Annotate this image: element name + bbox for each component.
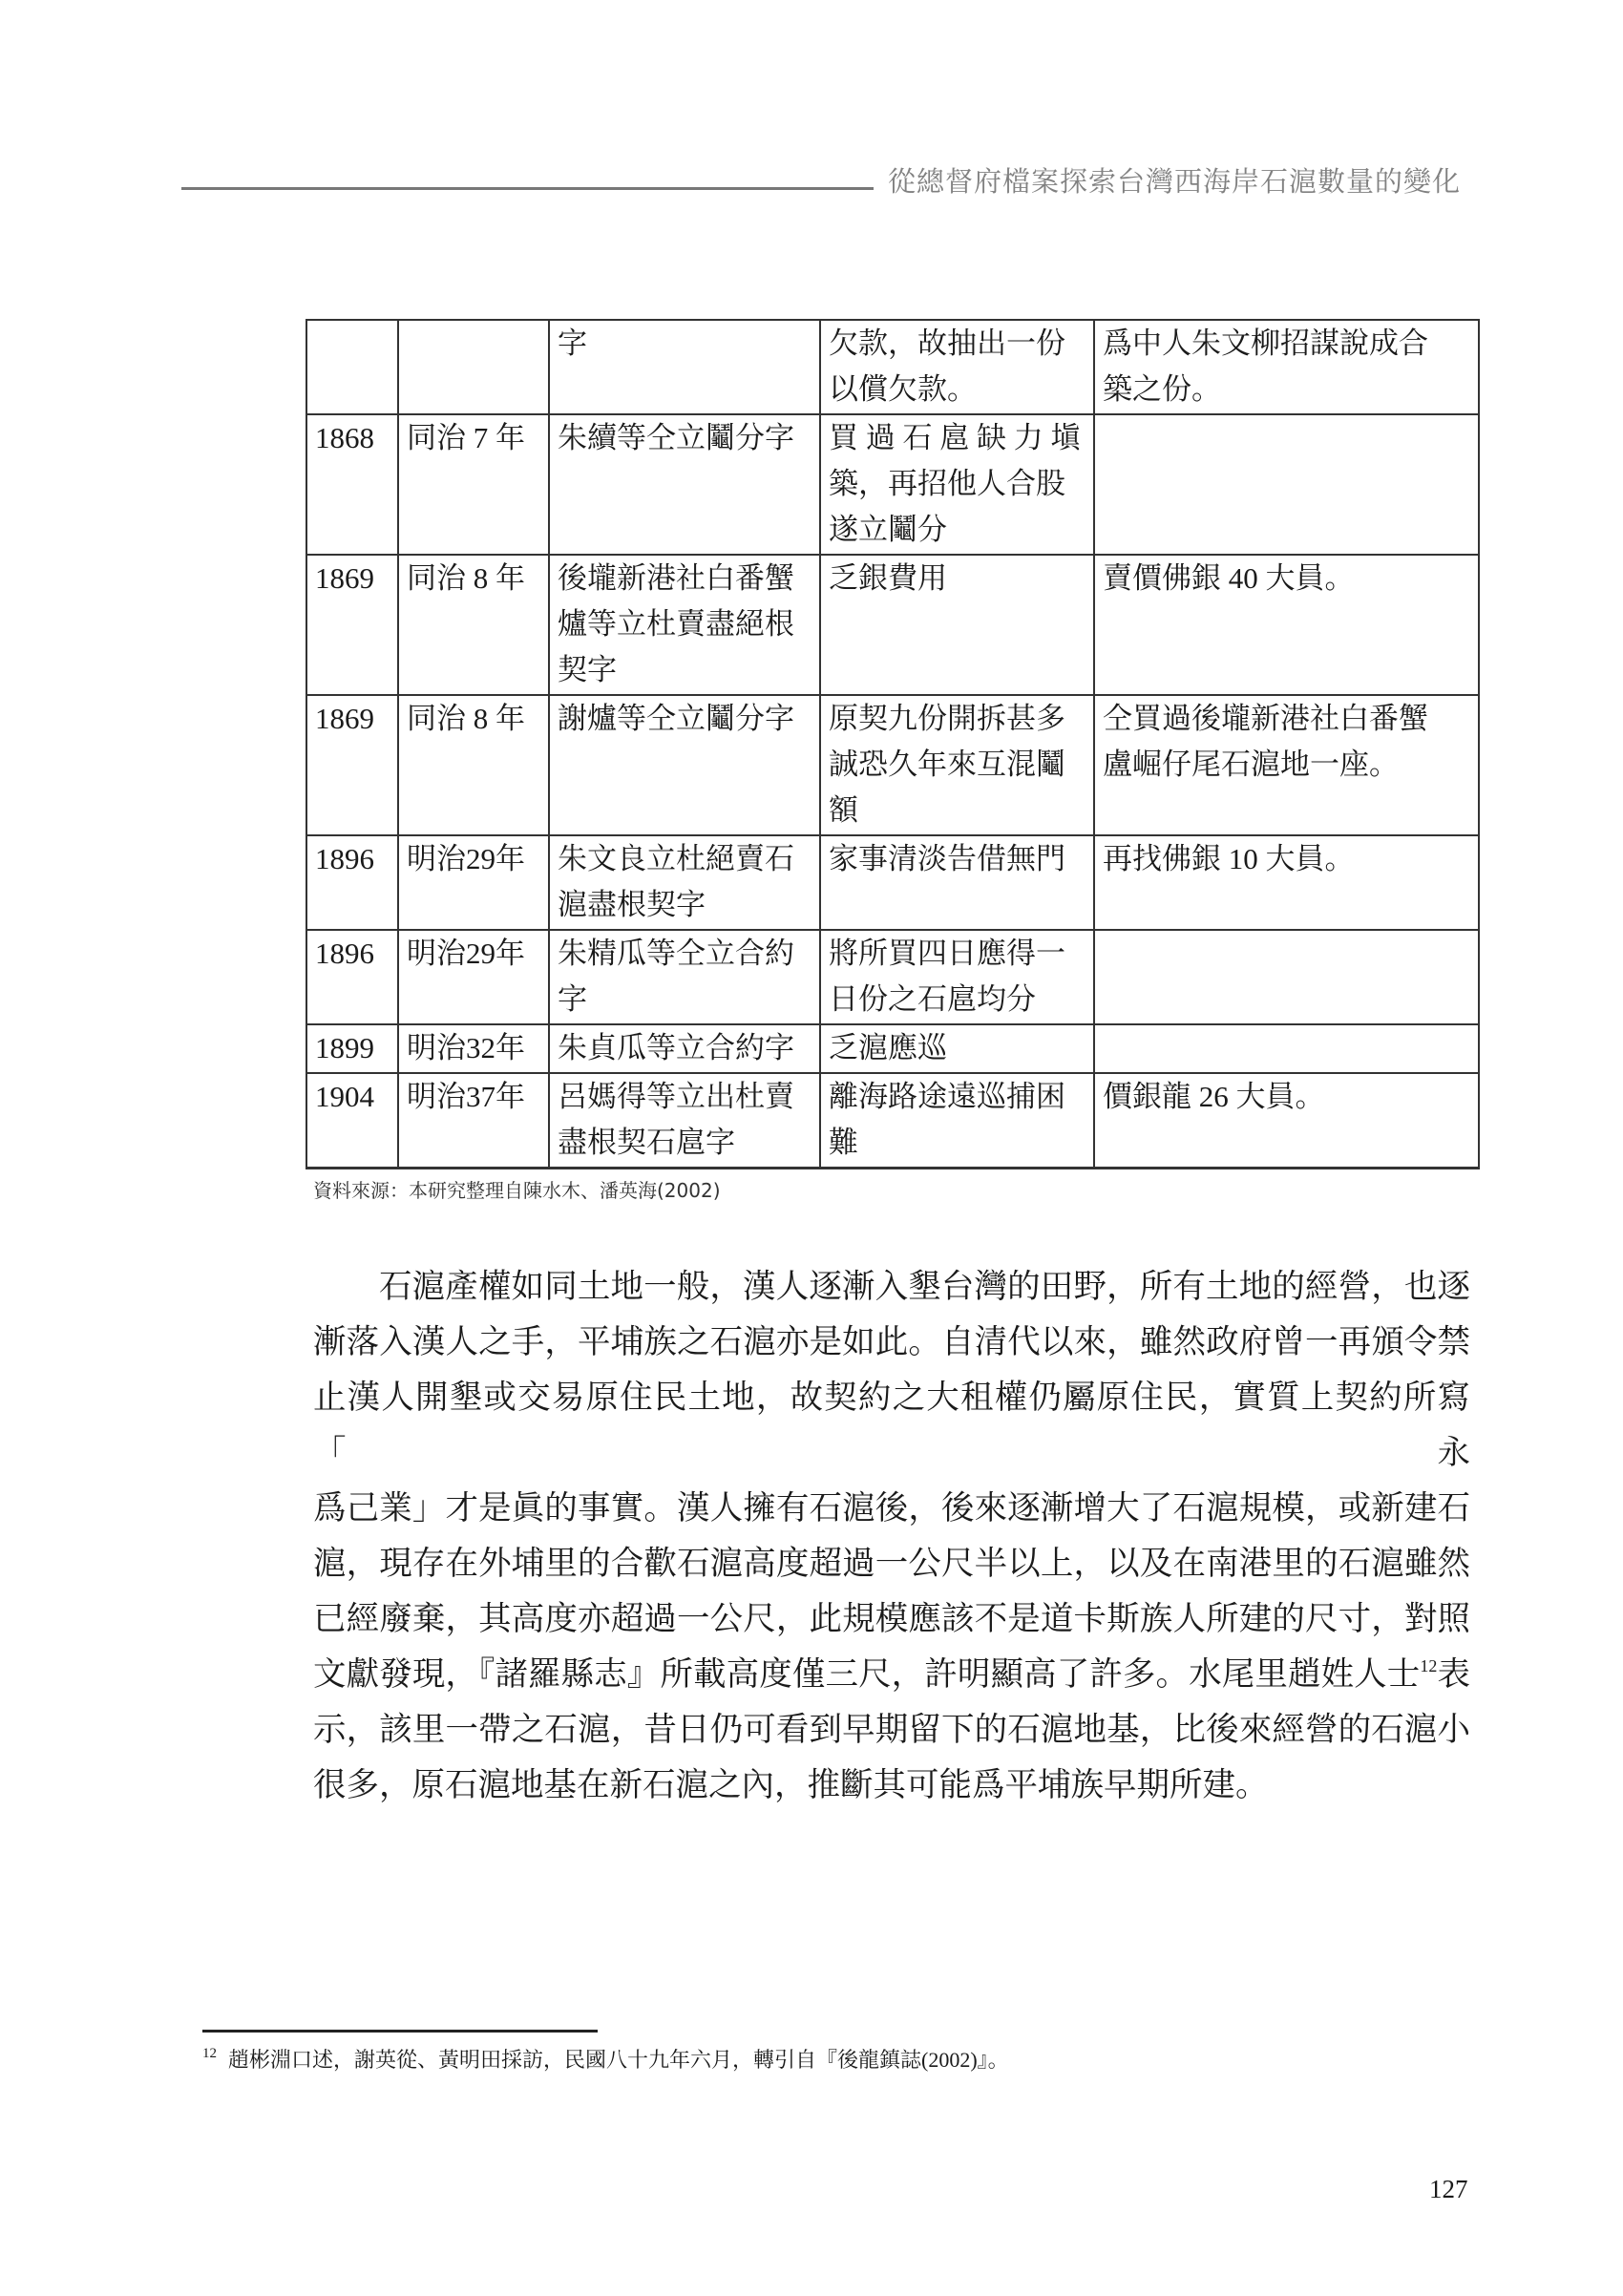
- cell-year: [306, 320, 398, 414]
- cell-reason: 乏滬應巡: [820, 1024, 1094, 1073]
- cell-remarks: 再找佛銀 10 大員。: [1094, 835, 1479, 930]
- cell-year: 1896: [306, 930, 398, 1024]
- cell-year: 1869: [306, 555, 398, 695]
- table-row: [306, 1024, 1479, 1073]
- paragraph-line: 已經廢棄，其高度亦超過一公尺，此規模應該不是道卡斯族人所建的尺寸，對照: [313, 1601, 1470, 1637]
- cell-year: 1899: [306, 1024, 398, 1073]
- cell-remarks: 仝買過後壠新港社白番蟹 盧崛仔尾石滬地一座。: [1094, 695, 1479, 835]
- cell-reason: 原契九份開拆甚多 誠恐久年來互混鬮 額: [820, 695, 1094, 835]
- cell-document: 呂媽得等立出杜賣 盡根契石扈字: [549, 1073, 820, 1169]
- cell-remarks: 爲中人朱文柳招謀說成合 築之份。: [1094, 320, 1479, 414]
- paragraph-line: 示，該里一帶之石滬，昔日仍可看到早期留下的石滬地基，比後來經營的石滬小: [313, 1712, 1470, 1748]
- cell-remarks: 價銀龍 26 大員。: [1094, 1073, 1479, 1169]
- footnote-text: 趙彬淵口述，謝英從、黃明田採訪，民國八十九年六月，轉引自『後龍鎮誌(2002)』。: [228, 2048, 1009, 2072]
- paragraph-line: 漸落入漢人之手，平埔族之石滬亦是如此。自清代以來，雖然政府曾一再頒令禁: [313, 1324, 1470, 1360]
- table-row: [306, 414, 1479, 555]
- cell-remarks: [1094, 414, 1479, 555]
- page-number: 127: [1429, 2175, 1468, 2203]
- cell-reason: 離海路途遠巡捕困 難: [820, 1073, 1094, 1169]
- cell-year: 1904: [306, 1073, 398, 1169]
- cell-reason: 家事清淡告借無門: [820, 835, 1094, 930]
- contracts-table: [306, 319, 1480, 1169]
- cell-reason: 乏銀費用: [820, 555, 1094, 695]
- footnote-ref[interactable]: 12: [1420, 1656, 1438, 1675]
- cell-era: 同治 8 年: [398, 695, 549, 835]
- footnote: [202, 2046, 1472, 2075]
- paragraph-line: 滬，現存在外埔里的合歡石滬高度超過一公尺半以上，以及在南港里的石滬雖然: [313, 1546, 1470, 1582]
- line-text: 表: [1437, 1656, 1470, 1693]
- cell-era: 明治29年: [398, 835, 549, 930]
- paragraph-line: 石滬產權如同土地一般，漢人逐漸入墾台灣的田野，所有土地的經營，也逐: [379, 1269, 1470, 1305]
- cell-reason: 將所買四日應得一 日份之石扈均分: [820, 930, 1094, 1024]
- footnote-rule: [202, 2030, 598, 2033]
- running-header-title: 從總督府檔案探索台灣西海岸石滬數量的變化: [887, 165, 1461, 198]
- cell-reason: 買 過 石 扈 缺 力 塡 築，再招他人合股 遂立鬮分: [820, 414, 1094, 555]
- cell-document: 朱文良立杜絕賣石 滬盡根契字: [549, 835, 820, 930]
- cell-document: 朱續等仝立鬮分字: [549, 414, 820, 555]
- cell-document: 朱貞瓜等立合約字: [549, 1024, 820, 1073]
- table-row: [306, 695, 1479, 835]
- cell-era: 明治29年: [398, 930, 549, 1024]
- cell-document: 字: [549, 320, 820, 414]
- cell-remarks: [1094, 1024, 1479, 1073]
- table-row: [306, 1073, 1479, 1169]
- paragraph-line: 爲己業」才是眞的事實。漢人擁有石滬後，後來逐漸增大了石滬規模，或新建石: [313, 1490, 1470, 1527]
- table-row: [306, 555, 1479, 695]
- header-rule: [181, 187, 874, 190]
- cell-remarks: [1094, 930, 1479, 1024]
- line-text: 文獻發現，『諸羅縣志』所載高度僅三尺，許明顯高了許多。水尾里趙姓人士: [313, 1656, 1421, 1693]
- cell-era: 同治 7 年: [398, 414, 549, 555]
- cell-era: 同治 8 年: [398, 555, 549, 695]
- cell-document: 謝爐等仝立鬮分字: [549, 695, 820, 835]
- paragraph-line: [313, 1647, 1470, 1702]
- table-row: [306, 320, 1479, 414]
- paragraph-line: 止漢人開墾或交易原住民土地，故契約之大租權仍屬原住民，實質上契約所寫「永: [313, 1380, 1470, 1471]
- cell-year: 1869: [306, 695, 398, 835]
- paragraph-line: 很多，原石滬地基在新石滬之內，推斷其可能爲平埔族早期所建。: [313, 1767, 1269, 1803]
- cell-era: 明治32年: [398, 1024, 549, 1073]
- table-row: [306, 835, 1479, 930]
- cell-year: 1868: [306, 414, 398, 555]
- cell-document: 朱精瓜等仝立合約 字: [549, 930, 820, 1024]
- cell-era: 明治37年: [398, 1073, 549, 1169]
- cell-year: 1896: [306, 835, 398, 930]
- cell-reason: 欠款，故抽出一份 以償欠款。: [820, 320, 1094, 414]
- cell-remarks: 賣價佛銀 40 大員。: [1094, 555, 1479, 695]
- main-content: [306, 319, 1478, 1813]
- cell-era: [398, 320, 549, 414]
- cell-document: 後壠新港社白番蟹 爐等立杜賣盡絕根 契字: [549, 555, 820, 695]
- body-paragraph: [313, 1259, 1470, 1813]
- table-source-note: 資料來源：本研究整理自陳水木、潘英海(2002): [313, 1179, 721, 1202]
- footnote-number: 12: [202, 2046, 217, 2061]
- table-row: [306, 930, 1479, 1024]
